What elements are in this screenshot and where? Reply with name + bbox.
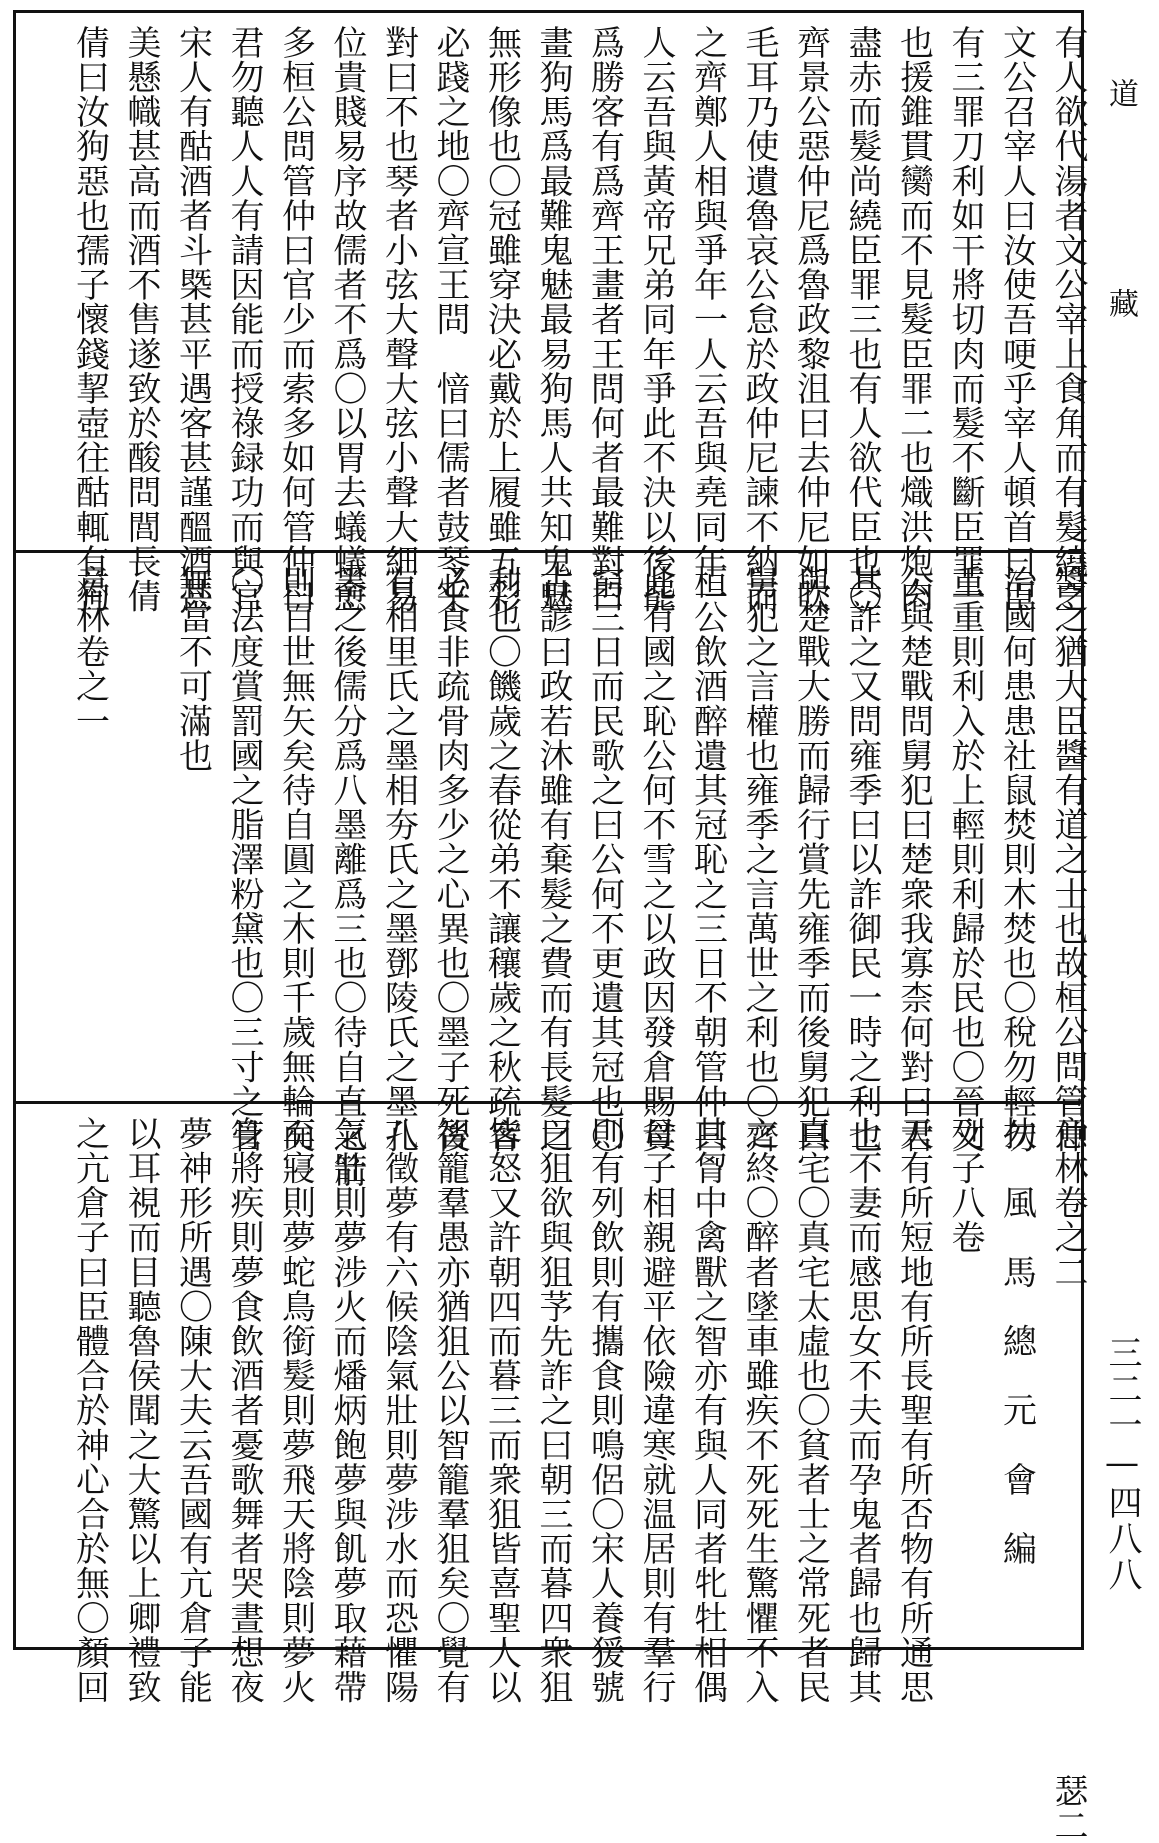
- text-column: 對曰不也琴者小弦大聲大弦小聲大細易: [378, 25, 419, 614]
- text-column: 公與楚戰問舅犯曰楚衆我寡柰何對曰君: [893, 565, 934, 1154]
- text-column: 有相里氏之墨相夯氏之墨鄧陵氏之墨孔: [378, 565, 419, 1154]
- text-column: 之終〇醉者墜車雖疾不死死生驚懼不入: [739, 1116, 779, 1705]
- text-column: 君勿聽人人有請因能而授祿録功而與官: [224, 25, 264, 614]
- side-title: 道藏: [1103, 78, 1138, 498]
- text-column: 而寢則夢蛇鳥銜髮則夢飛天將陰則夢火: [275, 1116, 316, 1705]
- text-column: 列子八卷: [945, 1116, 985, 1255]
- text-column: 真宅〇真宅太虛也〇貧者士之常死者民: [790, 1116, 831, 1705]
- text-column: 有三罪刀利如干將切肉而髮不斷臣罪一: [945, 25, 985, 614]
- text-column: 宋人有酤酒者斗槩甚平遇客甚謹醞酒甚: [172, 25, 213, 614]
- text-column: 必食非疏骨肉多少之心異也〇墨子死後: [430, 565, 470, 1154]
- text-column: 人云吾與黃帝兄弟同年爭此不決以後罷: [636, 25, 676, 614]
- text-column: 母子相親避平依險違寒就温居則有羣行: [636, 1116, 676, 1705]
- text-column: 畫狗馬爲最難鬼魅最易狗馬人共知鬼魅: [533, 25, 573, 614]
- text-column: 〇法度賞罰國之脂澤粉黛也〇三寸之管: [224, 565, 264, 1154]
- text-column: 智籠羣愚亦猶狙公以智籠羣狙矣〇覺有: [430, 1116, 470, 1705]
- text-column: 與楚戰大勝而歸行賞先雍季而後舅犯曰: [790, 565, 831, 1154]
- text-column: 也援錐貫臠而不見髮臣罪二也熾洪炮肉: [893, 25, 934, 614]
- text-column: 皆怒又許朝四而暮三而衆狙皆喜聖人以: [481, 1116, 522, 1705]
- side-page-number: 三二一—四八八: [1102, 1335, 1142, 1593]
- text-column: 無形像也〇冠雖穿決必戴於上履雖五彩: [481, 25, 522, 614]
- text-column: 其胷中禽獸之智亦有與人同者牝牡相偶: [687, 1116, 728, 1705]
- text-column: 則百世無矢矣待自圓之木則千歲無輪矣: [275, 565, 316, 1154]
- text-column: 氣壯則夢涉火而燔炳飽夢與飢夢取藉帶: [327, 1116, 367, 1705]
- text-column: 利也〇饑歲之春從弟不讓穰歲之秋疏客: [481, 565, 522, 1154]
- text-column: 毛耳乃使遺魯哀公怠於政仲尼諫不納而: [739, 25, 779, 614]
- text-column: 文公召宰人曰汝使吾哽乎宰人頓首曰臣: [996, 25, 1037, 614]
- text-column: 齊景公惡仲尼爲魯政黎沮曰去仲尼如吹: [790, 25, 831, 614]
- text-column: 則有列飲則有攜食則鳴侶〇宋人養猨號: [584, 1116, 625, 1705]
- text-column: 古諺曰政若沐雖有棄髮之費而有長髮之: [533, 565, 573, 1154]
- text-column: 爲勝客有爲齊王畫者王問何者最難對曰: [584, 25, 625, 614]
- text-column: 舅犯之言權也雍季之言萬世之利也〇齊: [739, 565, 779, 1154]
- text-column: 意林卷之一: [69, 565, 110, 738]
- text-column: 以耳視而目聽魯侯聞之大驚以上卿禮致: [121, 1116, 161, 1705]
- text-column: 治國何患患社鼠焚則木焚也〇稅勿輕勿: [996, 565, 1037, 1154]
- text-column: 美懸幟甚高而酒不售遂致於酸問閭長倩: [121, 25, 161, 614]
- text-column: 天有所短地有所長聖有所否物有所通思: [893, 1116, 934, 1705]
- text-column: 此有國之恥公何不雪之以政因發倉賜貧: [636, 565, 676, 1154]
- text-column: 必踐之地〇齊宣王問 愔曰儒者鼓琴乎: [430, 25, 470, 614]
- text-column: 無當不可滿也: [172, 565, 213, 773]
- text-column: 窮三日而民歌之曰公何不更遺其冠也〇: [584, 565, 625, 1154]
- text-column: 有人欲代湯者文公宰上食角而有髮繞之: [1048, 25, 1088, 614]
- text-column: 夢神形所遇〇陳大夫云吾國有亢倉子能: [172, 1116, 213, 1705]
- text-column: 倩曰汝狗惡也孺子懷錢挈壺往酤輒有狗: [69, 25, 110, 614]
- text-column: 重重則利入於上輕則利歸於民也〇晉文: [945, 565, 985, 1154]
- text-column: 士不妻而感思女不夫而孕鬼者歸也歸其: [842, 1116, 882, 1705]
- text-column: 之亢倉子曰臣體合於神心合於無〇顏回: [69, 1116, 110, 1705]
- page-frame: [13, 10, 1088, 1843]
- text-column: 八徵夢有六候陰氣壯則夢涉水而恐懼陽: [378, 1116, 419, 1705]
- text-column: 醬之猶大臣醬有道之士也故桓公問管仲: [1048, 565, 1088, 1154]
- text-column: 身將疾則夢食飲酒者憂歌舞者哭晝想夜: [224, 1116, 264, 1705]
- text-column: 多桓公問管仲曰官少而索多如何管仲曰: [275, 25, 316, 614]
- text-column: 其詐之又問雍季曰以詐御民一時之利也: [842, 565, 882, 1154]
- text-column: 墨之後儒分爲八墨離爲三也〇待自直之箭: [327, 565, 367, 1188]
- text-column: 扶 風 馬 總 元 會 編: [996, 1116, 1037, 1566]
- text-column: 盡赤而髮尚繞臣罪三也有人欲代臣也〇: [842, 25, 882, 614]
- text-column: 意林卷之二 瑟二: [1048, 1116, 1088, 1843]
- text-column: 位貴賤易序故儒者不爲〇以胃去蟻蟻愈: [327, 25, 367, 614]
- text-column: 桓公飲酒醉遺其冠恥之三日不朝管仲曰: [687, 565, 728, 1154]
- text-column: 曰狙欲與狙芧先詐之曰朝三而暮四衆狙: [533, 1116, 573, 1705]
- text-column: 之齊鄭人相與爭年一人云吾與堯同年一: [687, 25, 728, 614]
